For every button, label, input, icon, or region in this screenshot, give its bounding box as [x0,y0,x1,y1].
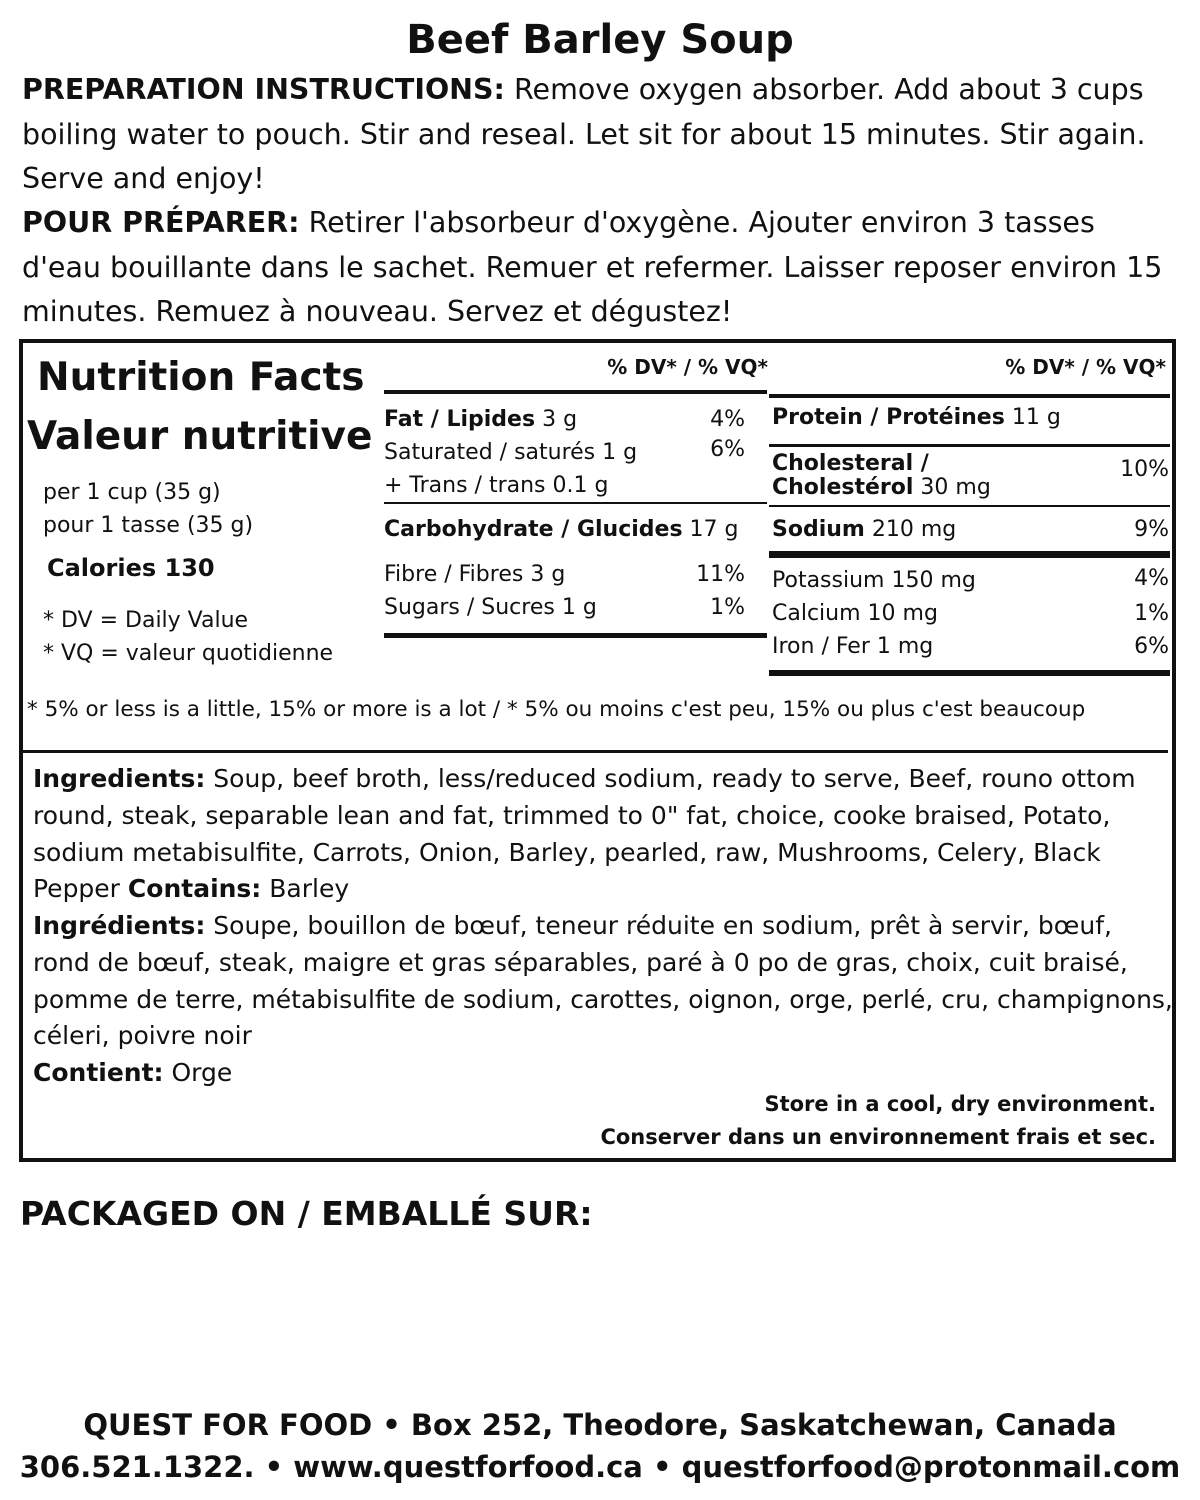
ingredients-fr-text: Soupe, bouillon de bœuf, teneur réduite en sodium, prêt à servir, bœuf, rond de bœuf, steak, maigre et gras séparables, paré à 0 po de gras, choix, cuit braisé, pomme de terre, métabisulfite de sodium, carottes, oignon, orge, perlé, cru, champignons, céleri, poivre noir [33,911,1173,1051]
fibre-amount: 3 g [530,562,566,587]
potassium-label: Potassium [772,568,885,593]
serving-size-fr: pour 1 tasse (35 g) [43,513,254,538]
ingredients-fr-label: Ingrédients: [33,911,206,940]
middle-bottom-rule [384,633,767,638]
iron-amount: 1 mg [876,634,934,659]
section-divider [23,750,1168,753]
contient-label: Contient: [33,1058,164,1087]
ingredients-en-text: Soup, beef broth, less/reduced sodium, ready to serve, Beef, rouno ottom round, steak, separable lean and fat, trimmed to 0" fat, choice, cooke braised, Potato, sodium metabisulfite, Carrots, Onion, Barley, pearled, raw, Mushrooms, Celery, Black Pepper [33,764,1136,904]
fibre-label: Fibre / Fibres [384,562,524,587]
right-rule-3 [769,505,1170,507]
carb-amount: 17 g [689,517,739,542]
prep-fr-label: POUR PRÉPARER: [22,206,300,239]
iron-row [772,632,933,662]
sodium-amount: 210 mg [871,517,957,542]
vq-note: * VQ = valeur quotidienne [43,641,334,666]
right-top-rule [769,394,1170,398]
calcium-amount: 10 mg [867,601,938,626]
dv-footnote: * 5% or less is a little, 15% or more is a lot / * 5% ou moins c'est peu, 15% ou plus c'est beaucoup [27,697,1086,722]
fat-amount: 3 g [542,407,578,432]
dv-note: * DV = Daily Value [43,608,249,633]
calories [47,551,215,585]
potassium-percent: 4% [1134,566,1169,591]
preparation-instructions-en [22,68,1182,202]
right-thick-rule [769,551,1170,558]
saturated-percent: 6% [710,437,745,462]
ingredients-fr [33,908,1173,1055]
trans-amount: 0.1 g [552,473,609,498]
dv-header-middle: % DV* / % VQ* [607,355,768,379]
calories-value: 130 [164,554,215,582]
middle-rule-2 [384,502,767,504]
calcium-label: Calcium [772,601,861,626]
cholesterol-label-1 [772,451,929,476]
contains-text: Barley [261,874,350,904]
protein-label: Protein / Protéines [772,405,1005,430]
fat-row [384,405,577,435]
prep-en-text: Remove oxygen absorber. Add about 3 cups boiling water to pouch. Stir and reseal. Let sit for about 15 minutes. Stir again. Serve and enjoy! [22,73,1146,195]
trans-label: + Trans / trans [384,473,546,498]
trans-row [384,471,608,501]
contient [33,1055,1168,1092]
contains-label: Contains: [127,874,262,904]
calcium-row [772,599,938,629]
nutrition-facts-title: Nutrition Facts [37,355,365,400]
ingredients-en-label: Ingredients: [33,764,206,793]
saturated-label: Saturated / saturés [384,440,596,465]
cholesterol-percent: 10% [1120,457,1169,482]
storage-en: Store in a cool, dry environment. [764,1092,1156,1116]
cholesterol-amount: 30 mg [920,475,991,500]
sodium-percent: 9% [1134,517,1169,542]
footer-contact: 306.521.1322. • www.questforfood.ca • questforfood@protonmail.com [19,1450,1181,1484]
protein-amount: 11 g [1011,405,1061,430]
preparation-instructions-fr [22,201,1182,335]
prep-fr-text: Retirer l'absorbeur d'oxygène. Ajouter environ 3 tasses d'eau bouillante dans le sachet. Remuer et refermer. Laisser reposer environ 15 minutes. Remuez à nouveau. Servez et dégustez! [22,206,1163,328]
ingredients-en [33,761,1168,908]
contient-text: Orge [163,1058,233,1087]
footer-address: QUEST FOR FOOD • Box 252, Theodore, Saskatchewan, Canada [83,1408,1117,1442]
cholesterol-label-fr: Cholestérol [772,475,914,500]
fibre-row [384,560,565,590]
protein-row [772,403,1061,433]
potassium-amount: 150 mg [891,568,976,593]
sugars-row [384,593,597,623]
cholesterol-label-en: Cholesteral / [772,451,929,476]
fibre-percent: 11% [696,562,745,587]
carb-label: Carbohydrate / Glucides [384,517,683,542]
saturated-row [384,438,637,468]
packaged-on-label: PACKAGED ON / EMBALLÉ SUR: [20,1194,593,1233]
fat-label: Fat / Lipides [384,407,536,432]
iron-label: Iron / Fer [772,634,870,659]
sugars-amount: 1 g [561,595,597,620]
carbohydrate-row [384,515,739,545]
storage-fr: Conserver dans un environnement frais et sec. [600,1125,1156,1149]
calcium-percent: 1% [1134,601,1169,626]
right-bottom-rule [769,670,1170,676]
sodium-label: Sodium [772,517,865,542]
sodium-row [772,515,956,545]
serving-size-en: per 1 cup (35 g) [43,480,221,505]
dv-header-right: % DV* / % VQ* [1005,355,1166,379]
calories-label: Calories [47,554,157,582]
product-title: Beef Barley Soup [406,17,794,63]
middle-top-rule [384,390,767,394]
nutrition-ingredients-panel [19,339,1176,1162]
cholesterol-label-2 [772,475,991,500]
valeur-nutritive-title: Valeur nutritive [27,414,373,459]
right-rule-2 [769,444,1170,447]
iron-percent: 6% [1134,634,1169,659]
sugars-label: Sugars / Sucres [384,595,555,620]
potassium-row [772,566,976,596]
fat-percent: 4% [710,407,745,432]
saturated-amount: 1 g [602,440,638,465]
sugars-percent: 1% [710,595,745,620]
prep-en-label: PREPARATION INSTRUCTIONS: [22,73,505,106]
